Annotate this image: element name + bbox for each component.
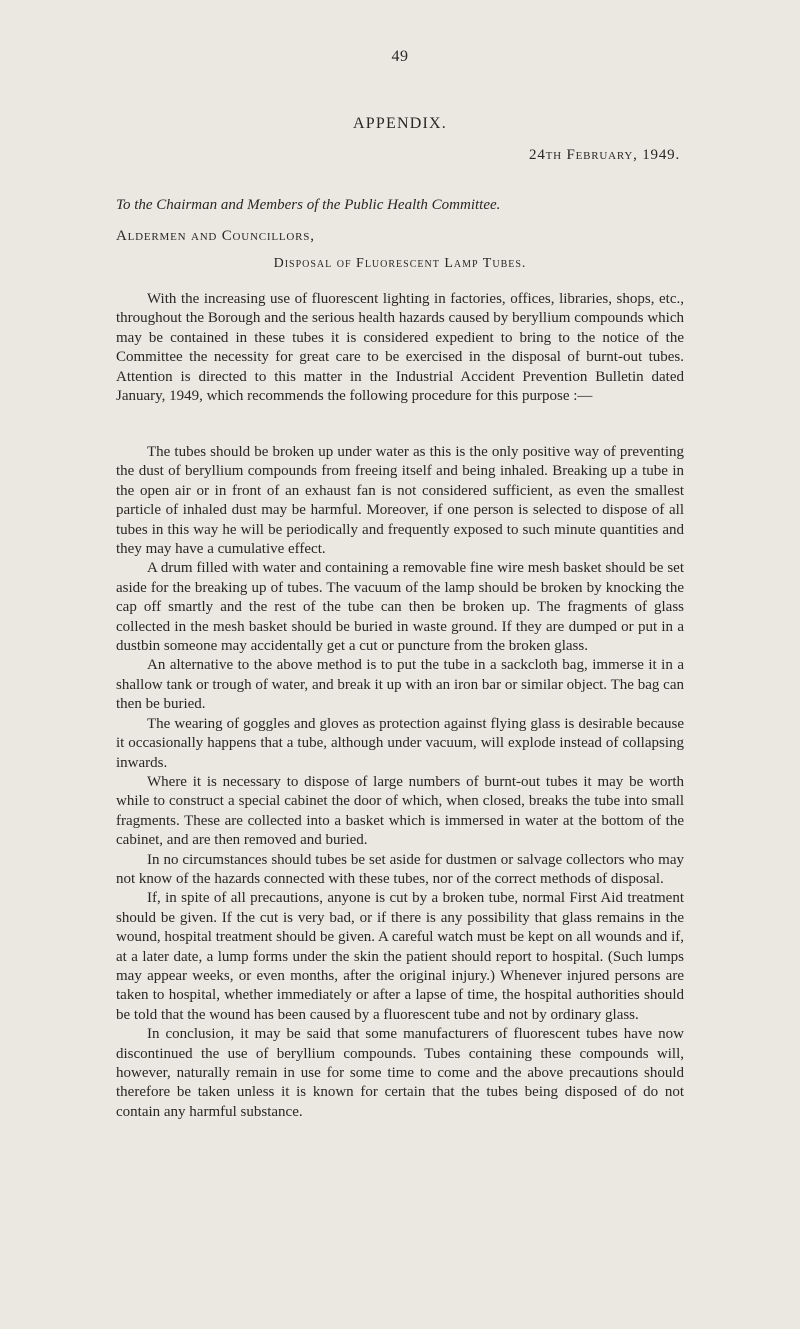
body-paragraph: A drum filled with water and containing a removable fine wire mesh basket should be set aside for the breaking up of tubes. The vacuum of the lamp should be broken by knocking the cap off smartly and the rest of the tube can then be broken up. The fragments of glass collected in the mesh basket should be buried in waste ground. If they are dumped or put in a dustbin someone may accidentally get a cut or puncture from the broken glass. bbox=[116, 560, 684, 655]
body-paragraph: Where it is necessary to dispose of large numbers of burnt-out tubes it may be worth while to construct a special cabinet the door of which, when closed, breaks the tube into small fragments. These are collected into a basket which is immersed in water at the bottom of the cabinet, and are then removed and buried. bbox=[116, 773, 684, 849]
subject-heading: Disposal of Fluorescent Lamp Tubes. bbox=[273, 256, 527, 271]
recommendations-section bbox=[116, 443, 684, 1122]
body-paragraph: The tubes should be broken up under water as this is the only positive way of preventing the dust of beryllium compounds from freeing itself and being inhaled. Breaking up a tube in the open air or in front of an exhaust fan is not considered sufficient, as even the smallest particle of inhaled dust may be harmful. Moreover, if one person is selected to dispose of all tubes in this way he will be periodically and frequently exposed to such minute quantities and they may have a cumulative effect. bbox=[116, 444, 684, 558]
body-paragraph: If, in spite of all precautions, anyone is cut by a broken tube, normal First Aid treatment should be given. If the cut is very bad, or if there is any possibility that glass remains in the wound, hospital treatment should be given. A careful watch must be kept on all wounds and if, at a later date, a lump forms under the skin the patient should report to hospital. (Such lumps may appear weeks, or even months, after the original injury.) Whenever injured persons are taken to hospital, whether immediately or after a lapse of time, the hospital authorities should be told that the wound has been caused by a fluorescent tube and not by ordinary glass. bbox=[116, 890, 684, 1023]
body-paragraph: An alternative to the above method is to put the tube in a sackcloth bag, immerse it in a shallow tank or trough of water, and break it up with an iron bar or similar object. The bag can then be buried. bbox=[116, 657, 684, 713]
addressee-line: To the Chairman and Members of the Public Health Committee. bbox=[116, 197, 501, 213]
salutation-line: Aldermen and Councillors, bbox=[116, 228, 315, 244]
intro-paragraph: With the increasing use of fluorescent lighting in factories, offices, libraries, shops, etc., throughout the Borough and the serious health hazards caused by beryllium compounds which may be contained in these tubes it is considered expedient to bring to the notice of the Committee the necessity for great care to be exercised in the disposal of burnt-out tubes. Attention is directed to this matter in the Industrial Accident Prevention Bulletin dated January, 1949, which recommends the following procedure for this purpose :— bbox=[116, 291, 684, 405]
body-paragraph: In no circumstances should tubes be set aside for dustmen or salvage collectors who may not know of the hazards connected with these tubes, nor of the correct methods of disposal. bbox=[116, 851, 684, 887]
appendix-heading: APPENDIX. bbox=[353, 115, 447, 132]
body-paragraph: In conclusion, it may be said that some manufacturers of fluorescent tubes have now discontinued the use of beryllium compounds. Tubes containing these compounds will, however, naturally remain in use for some time to come and the above precautions should therefore be taken unless it is known for certain that the tubes being disposed of do not contain any harmful substance. bbox=[116, 1026, 684, 1120]
body-paragraph: The wearing of goggles and gloves as protection against flying glass is desirable because it occasionally happens that a tube, although under vacuum, will explode instead of collapsing inwards. bbox=[116, 715, 684, 771]
intro-section bbox=[116, 290, 684, 406]
page-number: 49 bbox=[391, 48, 409, 65]
letter-date: 24th February, 1949. bbox=[529, 147, 680, 163]
